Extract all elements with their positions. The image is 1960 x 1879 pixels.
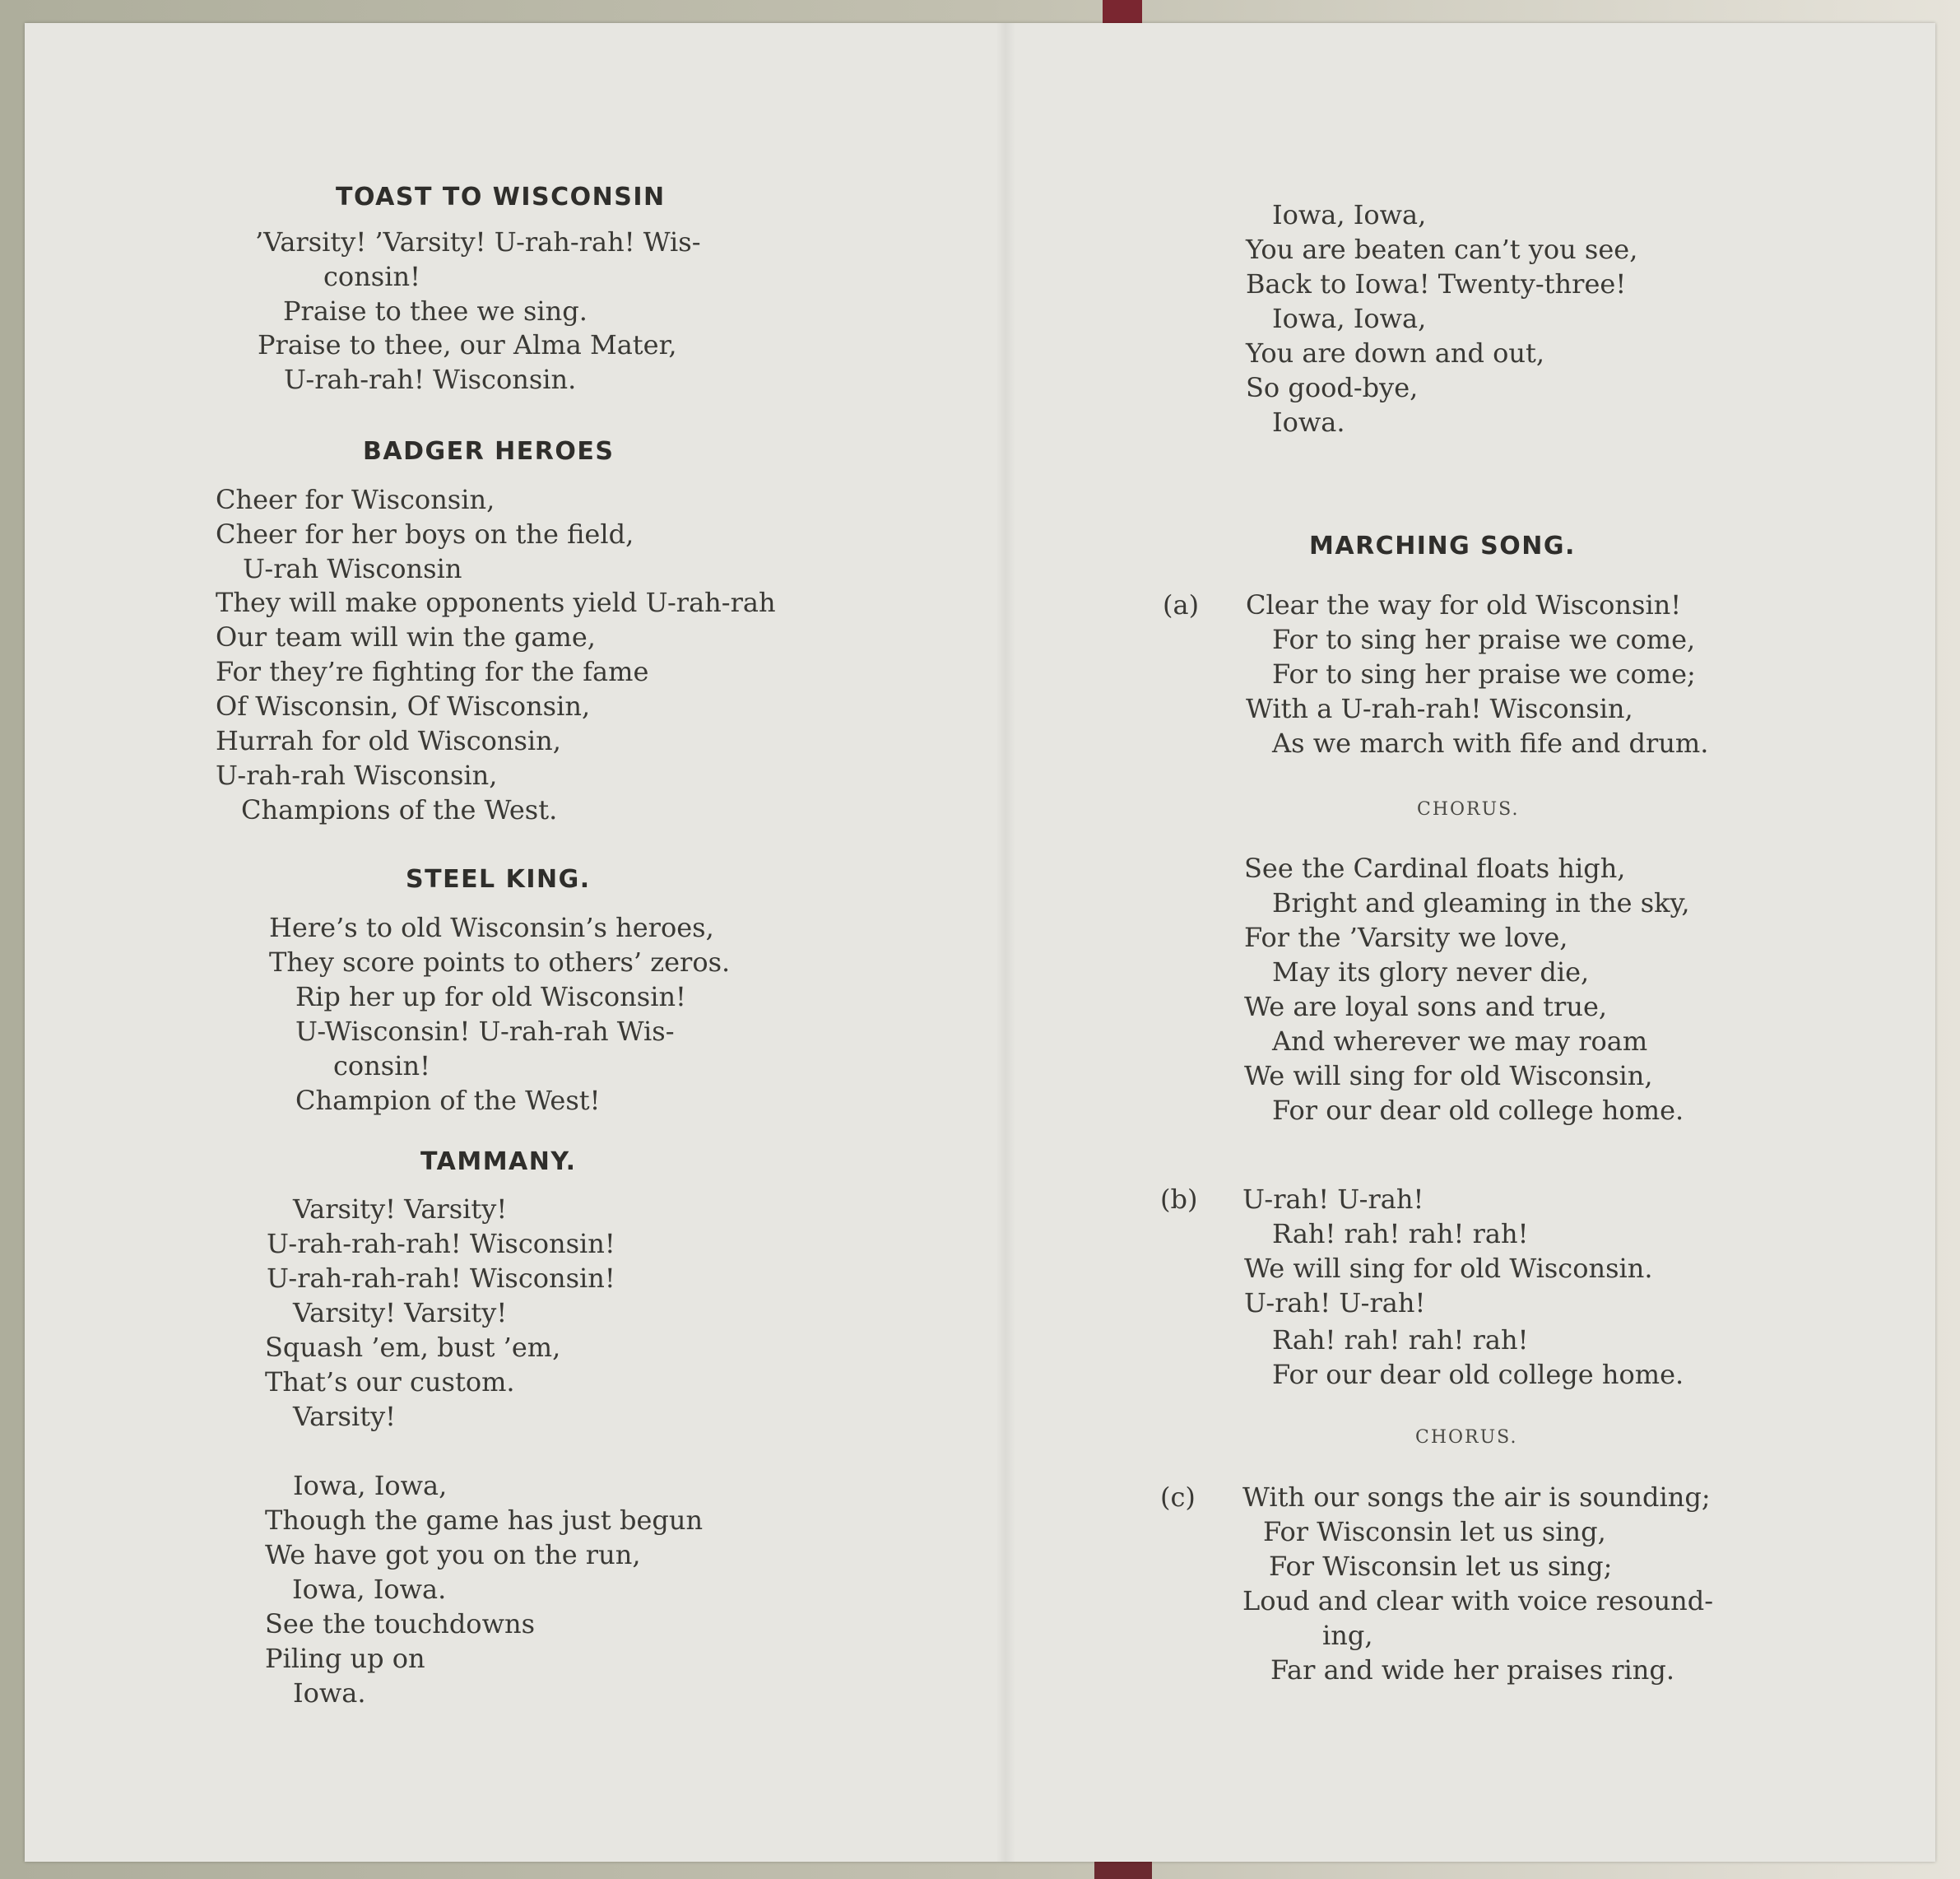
badger-line: For they’re fighting for the fame <box>216 656 649 687</box>
toast-line: Praise to thee we sing. <box>283 295 588 327</box>
verse-b-line: For our dear old college home. <box>1272 1359 1684 1390</box>
verse-c-line: With our songs the air is sounding; <box>1242 1481 1711 1513</box>
tammany-line: Varsity! <box>293 1401 396 1432</box>
song-sheet <box>25 23 1935 1862</box>
book-spine-bottom <box>1094 1862 1152 1879</box>
iowa-line: You are beaten can’t you see, <box>1246 234 1638 265</box>
verse-c-line: Far and wide her praises ring. <box>1270 1654 1674 1686</box>
chorus-line: We will sing for old Wisconsin, <box>1244 1060 1653 1091</box>
verse-b-line: U-rah! U-rah! <box>1244 1287 1426 1319</box>
tammany-title: TAMMANY. <box>420 1147 577 1176</box>
chorus-line: We are loyal sons and true, <box>1244 991 1608 1022</box>
verse-a-line: Clear the way for old Wisconsin! <box>1246 589 1682 621</box>
chorus-label: CHORUS. <box>1417 799 1520 820</box>
tammany-line: U-rah-rah-rah! Wisconsin! <box>267 1228 615 1259</box>
verse-a-marker: (a) <box>1163 589 1200 621</box>
toast-line: ’Varsity! ’Varsity! U-rah-rah! Wis- <box>255 226 701 258</box>
badger-line: Hurrah for old Wisconsin, <box>216 725 561 756</box>
chorus-line: And wherever we may roam <box>1272 1026 1648 1057</box>
verse-b-line: We will sing for old Wisconsin. <box>1244 1253 1653 1284</box>
verse-c-line: Loud and clear with voice resound- <box>1242 1585 1714 1616</box>
verse-c-line: ing, <box>1322 1620 1373 1651</box>
steel-line: Here’s to old Wisconsin’s heroes, <box>269 912 714 943</box>
verse-a-line: With a U-rah-rah! Wisconsin, <box>1246 693 1633 724</box>
steel-line: Champion of the West! <box>295 1085 601 1116</box>
verse-c-line: For Wisconsin let us sing, <box>1263 1516 1606 1547</box>
verse-c-marker: (c) <box>1160 1481 1196 1513</box>
tammany-iowa-line: Though the game has just begun <box>265 1505 704 1536</box>
steel-line: They score points to others’ zeros. <box>269 946 731 978</box>
badger-line: Of Wisconsin, Of Wisconsin, <box>216 691 591 722</box>
verse-c-line: For Wisconsin let us sing; <box>1269 1551 1613 1582</box>
tammany-iowa-line: Iowa. <box>293 1677 366 1709</box>
badger-line: They will make opponents yield U-rah-rah <box>216 587 776 618</box>
iowa-line: So good-bye, <box>1246 372 1419 403</box>
iowa-line: Iowa, Iowa, <box>1272 199 1427 230</box>
badger-title: BADGER HEROES <box>363 437 615 466</box>
chorus-line: See the Cardinal floats high, <box>1244 853 1626 884</box>
badger-line: U-rah-rah Wisconsin, <box>216 760 498 791</box>
verse-a-line: For to sing her praise we come; <box>1272 658 1696 690</box>
verse-b-line: U-rah! U-rah! <box>1242 1184 1424 1215</box>
chorus-line: For the ’Varsity we love, <box>1244 922 1568 953</box>
right-page <box>1012 23 1935 1862</box>
badger-line: Our team will win the game, <box>216 621 596 653</box>
iowa-line: Iowa. <box>1272 407 1345 438</box>
verse-b-marker: (b) <box>1160 1184 1198 1215</box>
tammany-line: That’s our custom. <box>265 1366 515 1398</box>
iowa-line: Back to Iowa! Twenty-three! <box>1246 268 1627 300</box>
tammany-line: U-rah-rah-rah! Wisconsin! <box>267 1263 615 1294</box>
tammany-iowa-line: Piling up on <box>265 1643 425 1674</box>
marching-title: MARCHING SONG. <box>1309 532 1576 560</box>
steel-line: Rip her up for old Wisconsin! <box>295 981 686 1012</box>
badger-line: Cheer for her boys on the field, <box>216 519 634 550</box>
tammany-line: Varsity! Varsity! <box>293 1297 508 1328</box>
book-spine-top <box>1103 0 1142 25</box>
badger-line: Champions of the West. <box>241 794 558 826</box>
chorus-line: May its glory never die, <box>1272 956 1590 988</box>
badger-line: U-rah Wisconsin <box>243 553 462 584</box>
left-page <box>25 23 996 1862</box>
iowa-line: You are down and out, <box>1246 337 1545 369</box>
tammany-iowa-line: We have got you on the run, <box>265 1539 641 1570</box>
steel-line: consin! <box>333 1050 430 1081</box>
verse-a-line: As we march with fife and drum. <box>1272 728 1709 759</box>
chorus-line: For our dear old college home. <box>1272 1095 1684 1126</box>
tammany-line: Squash ’em, bust ’em, <box>265 1332 561 1363</box>
steel-title: STEEL KING. <box>406 865 591 894</box>
toast-line: consin! <box>323 261 420 292</box>
tammany-iowa-line: See the touchdowns <box>265 1608 535 1639</box>
tammany-iowa-line: Iowa, Iowa, <box>293 1470 448 1501</box>
toast-line: Praise to thee, our Alma Mater, <box>258 329 677 360</box>
tammany-iowa-line: Iowa, Iowa. <box>292 1574 447 1605</box>
verse-b-line: Rah! rah! rah! rah! <box>1272 1324 1529 1356</box>
tammany-line: Varsity! Varsity! <box>293 1193 508 1225</box>
verse-a-line: For to sing her praise we come, <box>1272 624 1696 655</box>
steel-line: U-Wisconsin! U-rah-rah Wis- <box>295 1016 675 1047</box>
verse-b-line: Rah! rah! rah! rah! <box>1272 1218 1529 1249</box>
chorus-label: CHORUS. <box>1415 1427 1518 1448</box>
chorus-line: Bright and gleaming in the sky, <box>1272 887 1690 919</box>
iowa-line: Iowa, Iowa, <box>1272 303 1427 334</box>
toast-line: U-rah-rah! Wisconsin. <box>284 364 577 395</box>
badger-line: Cheer for Wisconsin, <box>216 484 495 515</box>
toast-title: TOAST TO WISCONSIN <box>336 183 666 212</box>
